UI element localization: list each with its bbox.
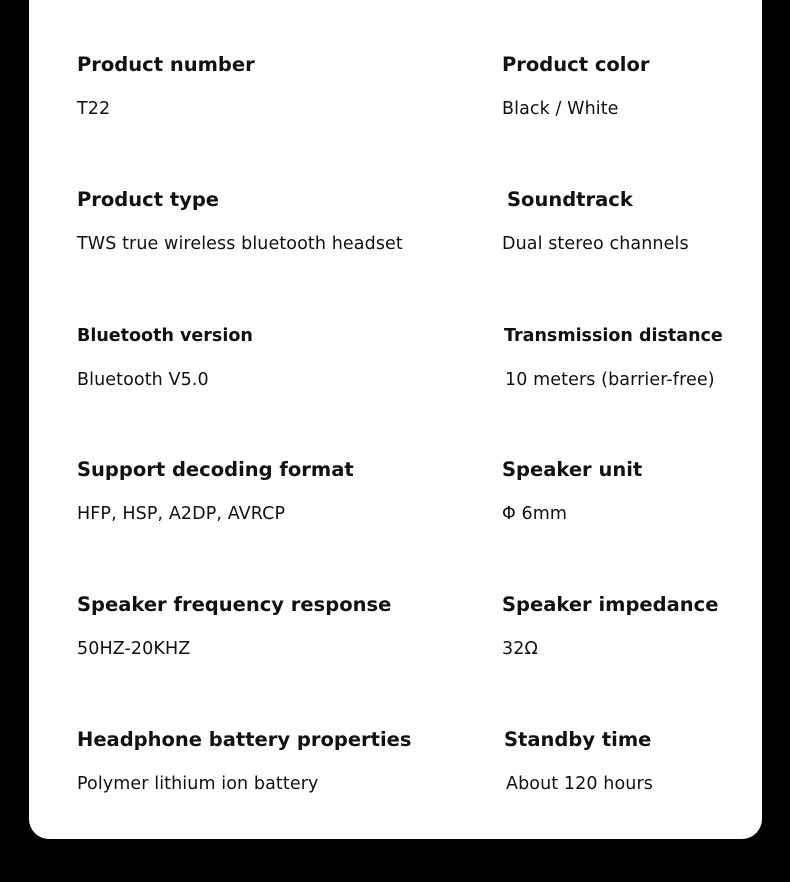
spec-bluetooth-version [77,324,253,391]
spec-card [29,0,762,839]
spec-label: Standby time [504,728,652,751]
spec-label: Support decoding format [77,458,354,481]
spec-value: Polymer lithium ion battery [77,774,319,794]
spec-value: 10 meters (barrier-free) [505,370,715,390]
spec-soundtrack [502,188,689,255]
spec-speaker-impedance [502,593,718,660]
spec-product-type [77,188,403,255]
spec-battery-properties [77,728,412,795]
spec-label: Speaker impedance [502,593,719,616]
spec-value: Black / White [502,99,619,119]
spec-value: TWS true wireless bluetooth headset [77,234,403,254]
spec-standby-time [504,728,653,795]
spec-value: HFP, HSP, A2DP, AVRCP [77,504,286,524]
spec-value: Bluetooth V5.0 [77,370,209,390]
spec-frequency-response [77,593,391,660]
spec-label: Speaker frequency response [77,593,392,616]
spec-value: Dual stereo channels [502,234,689,254]
spec-value: 50HZ-20KHZ [77,639,191,659]
spec-value: 32Ω [502,639,538,659]
spec-value: T22 [77,99,111,119]
spec-speaker-unit [502,458,642,525]
spec-label: Soundtrack [507,188,633,211]
spec-product-color [502,53,649,120]
spec-label: Product type [77,188,220,211]
spec-transmission-distance [504,324,723,391]
spec-decoding-format [77,458,354,525]
spec-label: Headphone battery properties [77,728,412,751]
spec-product-number [77,53,255,120]
spec-label: Product color [502,53,650,76]
spec-label: Speaker unit [502,458,643,481]
spec-label: Bluetooth version [77,326,253,346]
spec-value: Φ 6mm [502,504,568,524]
spec-value: About 120 hours [506,774,653,794]
spec-label: Product number [77,53,255,76]
spec-label: Transmission distance [504,326,723,346]
